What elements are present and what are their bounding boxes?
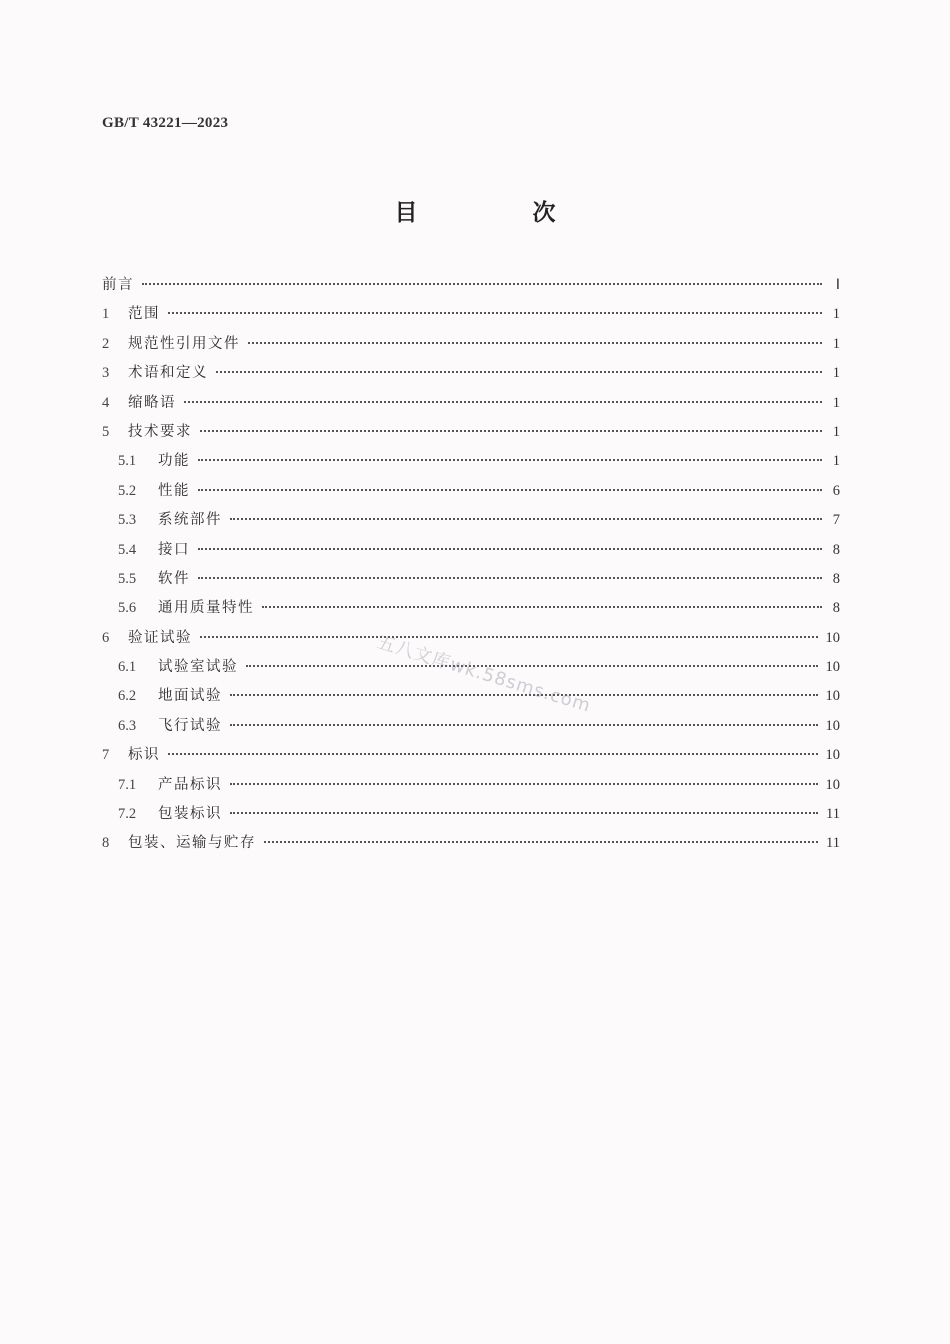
watermark: 五八文库wk.58sms.com (374, 631, 594, 717)
toc-entry-number: 7 (102, 747, 110, 764)
toc-entry-label: 性能 (158, 482, 190, 499)
toc-entry-page: 1 (832, 365, 840, 382)
toc-entry-number: 5.5 (118, 570, 137, 587)
toc-entry-label: 系统部件 (158, 512, 222, 529)
toc-entry-label: 功能 (158, 453, 190, 470)
dot-leader (262, 606, 822, 608)
toc-entry[interactable] (102, 741, 840, 770)
toc-entry[interactable] (102, 712, 840, 741)
dot-leader (200, 636, 818, 638)
toc-entry-label: 试验室试验 (158, 659, 238, 676)
toc-entry[interactable] (102, 594, 840, 623)
toc-entry-page: 11 (826, 806, 840, 823)
toc-entry-label: 软件 (158, 570, 190, 587)
toc-entry-page: 8 (832, 600, 840, 617)
toc-entry-label: 缩略语 (128, 394, 176, 411)
dot-leader (230, 518, 822, 520)
toc-entry-number: 1 (102, 306, 110, 323)
toc-entry-page: 1 (832, 335, 840, 352)
toc-entry-number: 8 (102, 835, 110, 852)
toc-entry[interactable] (102, 624, 840, 653)
toc-entry[interactable] (102, 829, 840, 858)
toc-entry-number: 5 (102, 423, 110, 440)
toc-entry[interactable] (102, 565, 840, 594)
toc-entry-page: 1 (832, 306, 840, 323)
standard-code: GB/T 43221—2023 (102, 115, 229, 131)
dot-leader (216, 371, 822, 373)
toc-entry[interactable] (102, 330, 840, 359)
toc-entry-label: 标识 (128, 747, 160, 764)
dot-leader (198, 577, 822, 579)
dot-leader (248, 342, 822, 344)
toc-entry-number: 6.1 (118, 659, 137, 676)
toc-entry-label: 规范性引用文件 (128, 335, 240, 352)
toc-entry[interactable] (102, 418, 840, 447)
dot-leader (198, 459, 822, 461)
toc-entry-number: 5.4 (118, 541, 137, 558)
toc-entry-label: 飞行试验 (158, 717, 222, 734)
dot-leader (264, 841, 818, 843)
toc-entry-page: 7 (832, 512, 840, 529)
dot-leader (198, 548, 822, 550)
page-title: 目 次 (394, 199, 602, 226)
toc-entry[interactable] (102, 300, 840, 329)
toc-entry-page: 6 (832, 482, 840, 499)
toc-entry[interactable] (102, 359, 840, 388)
toc-entry-page: 11 (826, 835, 840, 852)
toc-entry-number: 6.3 (118, 717, 137, 734)
toc-entry-label: 包装、运输与贮存 (128, 835, 256, 852)
toc-entry-label: 产品标识 (158, 776, 222, 793)
dot-leader (230, 783, 818, 785)
toc-entry[interactable] (102, 682, 840, 711)
toc-entry-label: 前言 (102, 277, 134, 293)
toc-entry-page: Ⅰ (835, 277, 840, 293)
toc-entry-page: 10 (825, 747, 840, 764)
toc-entry[interactable] (102, 477, 840, 506)
toc-entry-number: 6 (102, 629, 110, 646)
toc-entry-label: 地面试验 (158, 688, 222, 705)
dot-leader (198, 489, 822, 491)
toc-entry-number: 5.3 (118, 512, 137, 529)
toc-entry-page: 10 (825, 717, 840, 734)
toc-entry-label: 接口 (158, 541, 190, 558)
toc-entry-label: 包装标识 (158, 806, 222, 823)
toc-entry-page: 1 (832, 394, 840, 411)
dot-leader (142, 283, 822, 285)
toc-entry[interactable] (102, 800, 840, 829)
toc-entry[interactable] (102, 447, 840, 476)
toc-entry-number: 5.1 (118, 453, 137, 470)
toc-entry-label: 术语和定义 (128, 365, 208, 382)
toc-entry-page: 8 (832, 541, 840, 558)
dot-leader (246, 665, 818, 667)
toc-entry-number: 7.1 (118, 776, 137, 793)
toc-entry[interactable] (102, 271, 840, 300)
toc-entry-number: 3 (102, 365, 110, 382)
toc-entry-page: 8 (832, 570, 840, 587)
dot-leader (230, 812, 818, 814)
toc-entry[interactable] (102, 536, 840, 565)
standard-code-header (102, 114, 228, 132)
toc-entry[interactable] (102, 389, 840, 418)
toc-entry-number: 2 (102, 335, 110, 352)
dot-leader (168, 312, 822, 314)
dot-leader (230, 724, 818, 726)
toc-entry-label: 通用质量特性 (158, 600, 254, 617)
toc-entry[interactable] (102, 771, 840, 800)
table-of-contents (102, 271, 840, 859)
toc-entry-number: 4 (102, 394, 110, 411)
dot-leader (168, 753, 818, 755)
toc-entry-page: 10 (825, 659, 840, 676)
toc-entry-number: 6.2 (118, 688, 137, 705)
toc-entry-label: 范围 (128, 306, 160, 323)
dot-leader (184, 401, 822, 403)
toc-entry[interactable] (102, 506, 840, 535)
toc-entry-page: 1 (832, 423, 840, 440)
toc-entry-number: 7.2 (118, 806, 137, 823)
toc-entry-page: 10 (825, 776, 840, 793)
toc-entry-number: 5.6 (118, 600, 137, 617)
toc-entry-page: 10 (825, 688, 840, 705)
toc-entry-page: 1 (832, 453, 840, 470)
dot-leader (200, 430, 822, 432)
toc-entry-label: 验证试验 (128, 629, 192, 646)
toc-entry-label: 技术要求 (128, 423, 192, 440)
toc-entry-number: 5.2 (118, 482, 137, 499)
toc-entry-page: 10 (825, 629, 840, 646)
